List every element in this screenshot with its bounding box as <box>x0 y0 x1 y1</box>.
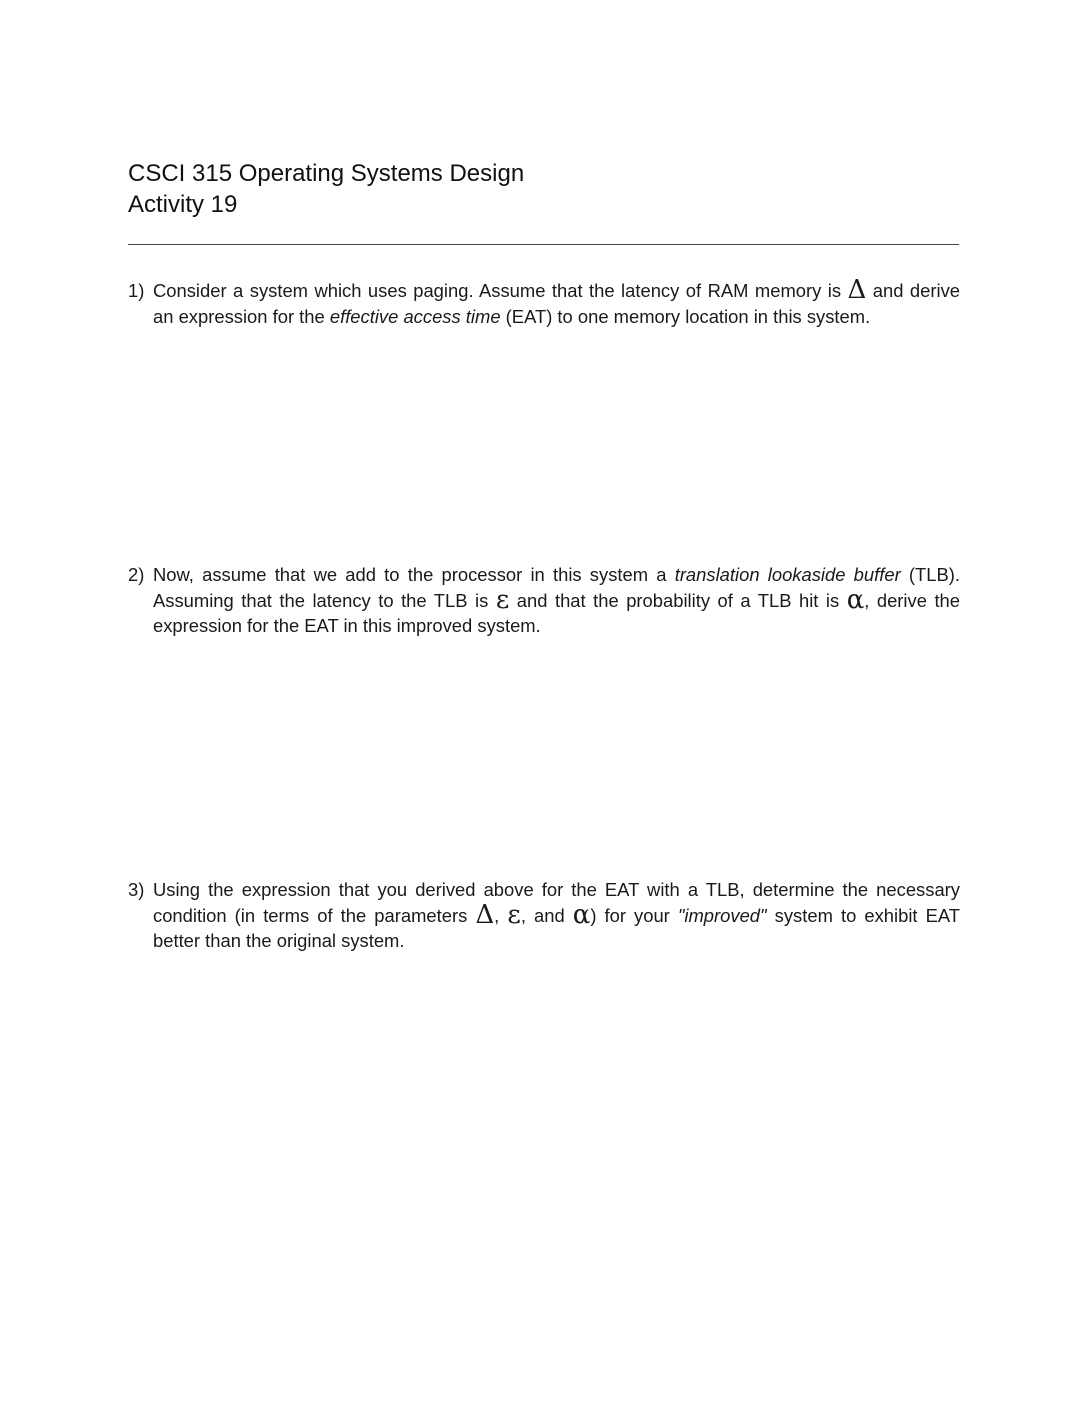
question-number: 1) <box>128 280 145 301</box>
delta-symbol: Δ <box>847 275 867 305</box>
epsilon-symbol: ε <box>507 899 521 930</box>
emphasized-term: "improved" <box>677 904 767 926</box>
question-3 <box>128 877 960 954</box>
question-text <box>153 562 960 639</box>
text-segment: Consider a system which uses paging. Assume that the latency of RAM memory is <box>153 280 848 301</box>
document-header <box>128 158 524 220</box>
delta-symbol: Δ <box>475 899 495 930</box>
text-segment: , <box>494 904 508 926</box>
text-segment: (EAT) to one memory location in this system. <box>500 305 871 327</box>
question-number: 2) <box>128 564 145 585</box>
question-1 <box>128 275 960 329</box>
question-2 <box>128 562 960 639</box>
text-segment: and derive an expression for the <box>153 280 960 327</box>
course-title: CSCI 315 Operating Systems Design <box>128 160 525 187</box>
question-text <box>153 877 960 954</box>
text-segment: Using the expression that you derived above for the EAT with a TLB, determine the necessary condition (in terms of the parameters <box>153 879 960 926</box>
text-segment: system to exhibit EAT better than the original system. <box>153 904 960 951</box>
question-text <box>153 275 960 329</box>
header-divider <box>128 244 959 245</box>
text-segment: Now, assume that we add to the processor in this system a <box>153 564 675 585</box>
text-segment: , derive the expression for the EAT in this improved system. <box>153 589 961 636</box>
alpha-symbol: α <box>572 899 591 930</box>
text-segment: (TLB). Assuming that the latency to the TLB is <box>153 564 960 611</box>
question-number: 3) <box>128 879 145 900</box>
text-segment: ) for your <box>590 904 678 926</box>
emphasized-term: effective access time <box>329 305 501 327</box>
emphasized-term: translation lookaside buffer <box>674 564 901 585</box>
text-segment: , and <box>520 904 573 926</box>
activity-title: Activity 19 <box>128 191 238 218</box>
text-segment: and that the probability of a TLB hit is <box>509 589 847 611</box>
alpha-symbol: α <box>846 584 865 615</box>
epsilon-symbol: ε <box>495 584 510 615</box>
